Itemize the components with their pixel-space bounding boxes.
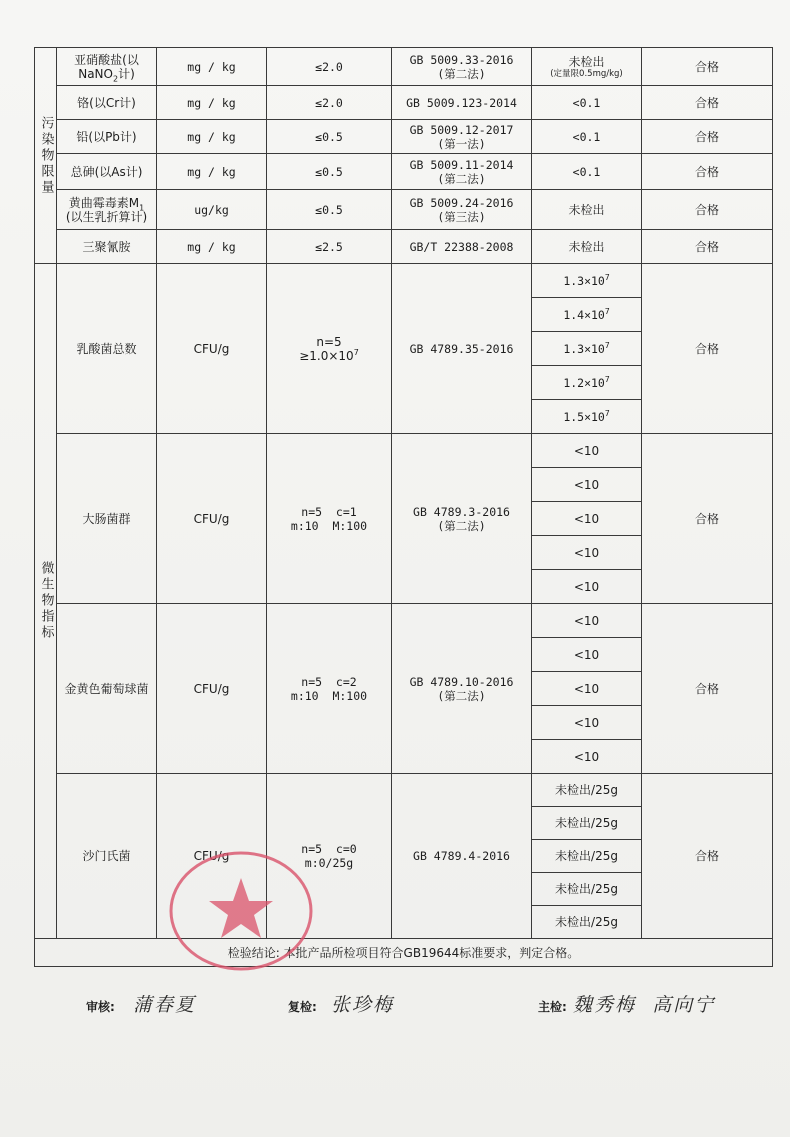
limit-cell: ≤2.0	[267, 86, 392, 120]
method-cell: GB 5009.24-2016 (第三法)	[392, 190, 532, 230]
judge-cell: 合格	[642, 48, 773, 86]
judge-cell: 合格	[642, 774, 773, 939]
method-cell: GB 4789.10-2016 (第二法)	[392, 604, 532, 774]
method-cell: GB/T 22388-2008	[392, 230, 532, 264]
result-cell: $1.4\times 10^7$	[532, 298, 642, 332]
table-row	[35, 264, 773, 298]
limit-cell: n=5 c=1 m:10 M:100	[267, 434, 392, 604]
category-pollutants-label: 污染物限量	[38, 115, 54, 196]
method-cell: GB 4789.35-2016	[392, 264, 532, 434]
item-cell: 铬(以Cr计)	[57, 86, 157, 120]
limit-cell: n=5 $\ge 1.0\times 10^7$	[267, 264, 392, 434]
main-label: 主检:	[538, 1000, 567, 1014]
item-cell: 总砷(以As计)	[57, 154, 157, 190]
item-cell: 铅(以Pb计)	[57, 120, 157, 154]
recheck-name: 张珍梅	[331, 994, 395, 1016]
result-cell: <10	[532, 638, 642, 672]
category-cell	[35, 264, 57, 939]
company-stamp	[166, 846, 316, 976]
result-cell: <10	[532, 672, 642, 706]
judge-cell: 合格	[642, 230, 773, 264]
main-name-2: 高向宁	[652, 994, 716, 1016]
item-cell: 沙门氏菌	[57, 774, 157, 939]
table-row	[35, 434, 773, 468]
limit-cell: ≤0.5	[267, 154, 392, 190]
review-signature	[86, 990, 196, 1017]
main-name-1: 魏秀梅	[573, 994, 637, 1016]
judge-cell: 合格	[642, 154, 773, 190]
item-cell: 亚硝酸盐(以NaNO$_2$计)	[57, 48, 157, 86]
unit-cell: mg / kg	[157, 230, 267, 264]
table-row	[35, 48, 773, 86]
result-cell: 未检出/25g	[532, 873, 642, 906]
item-cell: 金黄色葡萄球菌	[57, 604, 157, 774]
result-cell: $1.3\times 10^7$	[532, 264, 642, 298]
result-cell: <10	[532, 468, 642, 502]
table-row	[35, 120, 773, 154]
result-cell: 未检出/25g	[532, 840, 642, 873]
result-cell: <10	[532, 570, 642, 604]
result-cell: 未检出 (定量限0.5mg/kg)	[532, 48, 642, 86]
result-cell: 未检出	[532, 230, 642, 264]
review-label: 审核:	[86, 1000, 115, 1014]
table-row	[35, 774, 773, 807]
item-cell: 大肠菌群	[57, 434, 157, 604]
unit-cell: CFU/g	[157, 264, 267, 434]
method-cell: GB 4789.3-2016 (第二法)	[392, 434, 532, 604]
review-name: 蒲春夏	[133, 994, 197, 1016]
result-cell: <10	[532, 434, 642, 468]
test-results-table	[34, 47, 773, 967]
category-micro-label: 微生物指标	[38, 561, 54, 641]
result-cell: <10	[532, 502, 642, 536]
table-row	[35, 604, 773, 638]
unit-cell: CFU/g	[157, 774, 267, 939]
result-cell: <0.1	[532, 86, 642, 120]
unit-cell: mg / kg	[157, 48, 267, 86]
item-cell: 乳酸菌总数	[57, 264, 157, 434]
table-row	[35, 939, 773, 967]
result-cell: $1.5\times 10^7$	[532, 400, 642, 434]
result-cell: $1.2\times 10^7$	[532, 366, 642, 400]
limit-cell: ≤2.5	[267, 230, 392, 264]
judge-cell: 合格	[642, 434, 773, 604]
judge-cell: 合格	[642, 120, 773, 154]
judge-cell: 合格	[642, 264, 773, 434]
limit-cell: ≤2.0	[267, 48, 392, 86]
main-signature	[538, 990, 715, 1017]
result-cell: <10	[532, 706, 642, 740]
unit-cell: mg / kg	[157, 120, 267, 154]
table-row	[35, 154, 773, 190]
result-cell: $1.3\times 10^7$	[532, 332, 642, 366]
judge-cell: 合格	[642, 604, 773, 774]
result-cell: <0.1	[532, 154, 642, 190]
table-row	[35, 230, 773, 264]
method-cell: GB 4789.4-2016	[392, 774, 532, 939]
result-cell: 未检出	[532, 190, 642, 230]
recheck-label: 复检:	[288, 1000, 317, 1014]
judge-cell: 合格	[642, 86, 773, 120]
result-cell: <0.1	[532, 120, 642, 154]
result-cell: <10	[532, 604, 642, 638]
method-cell: GB 5009.12-2017 (第一法)	[392, 120, 532, 154]
result-cell: <10	[532, 536, 642, 570]
item-cell: 三聚氰胺	[57, 230, 157, 264]
table-row	[35, 190, 773, 230]
result-cell: 未检出/25g	[532, 807, 642, 840]
unit-cell: ug/kg	[157, 190, 267, 230]
method-cell: GB 5009.123-2014	[392, 86, 532, 120]
judge-cell: 合格	[642, 190, 773, 230]
recheck-signature	[288, 990, 394, 1017]
limit-cell: n=5 c=2 m:10 M:100	[267, 604, 392, 774]
unit-cell: CFU/g	[157, 434, 267, 604]
unit-cell: mg / kg	[157, 154, 267, 190]
unit-cell: CFU/g	[157, 604, 267, 774]
stamp-star-icon	[209, 878, 273, 938]
result-cell: <10	[532, 740, 642, 774]
limit-cell: ≤0.5	[267, 120, 392, 154]
unit-cell: mg / kg	[157, 86, 267, 120]
table-row	[35, 86, 773, 120]
method-cell: GB 5009.33-2016 (第二法)	[392, 48, 532, 86]
limit-cell: n=5 c=0 m:0/25g	[267, 774, 392, 939]
method-cell: GB 5009.11-2014 (第二法)	[392, 154, 532, 190]
category-cell	[35, 48, 57, 264]
item-cell: 黄曲霉毒素$M_1$ (以生乳折算计)	[57, 190, 157, 230]
result-cell: 未检出/25g	[532, 774, 642, 807]
result-cell: 未检出/25g	[532, 906, 642, 939]
conclusion-text: 检验结论: 本批产品所检项目符合GB19644标准要求，判定合格。	[35, 939, 773, 967]
limit-cell: ≤0.5	[267, 190, 392, 230]
